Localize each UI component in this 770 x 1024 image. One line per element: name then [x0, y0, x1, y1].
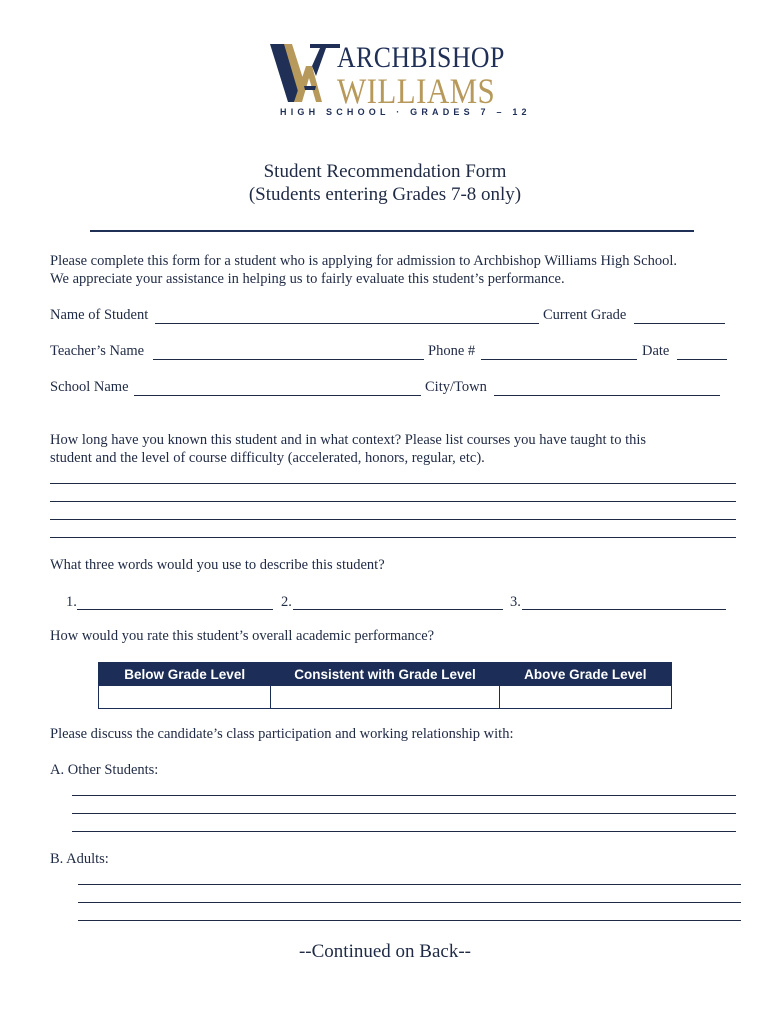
city-town-label: City/Town [425, 379, 487, 395]
consistent-grade-header: Consistent with Grade Level [271, 663, 499, 686]
city-town-field[interactable] [494, 395, 720, 396]
word-3-field[interactable] [522, 609, 726, 610]
consistent-grade-cell[interactable] [271, 686, 499, 709]
q2-label-1: 1. [66, 594, 77, 610]
date-field[interactable] [677, 359, 727, 360]
below-grade-cell[interactable] [99, 686, 271, 709]
form-title: Student Recommendation Form [263, 161, 507, 182]
school-name-field[interactable] [134, 395, 421, 396]
adults-label: B. Adults: [50, 851, 109, 867]
logo-tagline: HIGH SCHOOL · GRADES 7 – 12 [280, 107, 531, 117]
q1-answer-line[interactable] [50, 519, 736, 520]
word-2-field[interactable] [293, 609, 503, 610]
other-students-answer-line[interactable] [72, 813, 736, 814]
adults-answer-line[interactable] [78, 902, 741, 903]
other-students-answer-line[interactable] [72, 831, 736, 832]
title-divider [90, 230, 694, 232]
below-grade-header: Below Grade Level [99, 663, 271, 686]
adults-answer-line[interactable] [78, 920, 741, 921]
q3-text: How would you rate this student’s overall academic performance? [50, 628, 435, 644]
q4-text: Please discuss the candidate’s class participation and working relationship with: [50, 726, 514, 742]
phone-field[interactable] [481, 359, 637, 360]
rating-table [98, 662, 672, 709]
name-of-student-label: Name of Student [50, 307, 149, 323]
school-name-label: School Name [50, 379, 129, 395]
intro-line-1: Please complete this form for a student who is applying for admission to Archbishop Williams High School. [50, 253, 678, 269]
q2-text: What three words would you use to describe this student? [50, 557, 385, 573]
form-subtitle: (Students entering Grades 7-8 only) [248, 184, 522, 205]
current-grade-field[interactable] [634, 323, 725, 324]
above-grade-cell[interactable] [499, 686, 671, 709]
intro-line-2: We appreciate your assistance in helping us to fairly evaluate this student’s performance. [50, 271, 565, 287]
current-grade-label: Current Grade [543, 307, 627, 323]
adults-answer-line[interactable] [78, 884, 741, 885]
q1-line-1: How long have you known this student and in what context? Please list courses you have taught to this [50, 432, 647, 448]
continued-on-back: --Continued on Back-- [298, 941, 471, 962]
other-students-label: A. Other Students: [50, 762, 159, 778]
other-students-answer-line[interactable] [72, 795, 736, 796]
teachers-name-label: Teacher’s Name [50, 343, 145, 359]
logo-williams-text: WILLIAMS [337, 71, 496, 111]
q2-label-3: 3. [510, 594, 521, 610]
q1-line-2: student and the level of course difficulty (accelerated, honors, regular, etc). [50, 450, 485, 466]
rating-answer-row [99, 686, 672, 709]
rating-header-row [99, 663, 672, 686]
q1-answer-line[interactable] [50, 537, 736, 538]
q2-label-2: 2. [281, 594, 292, 610]
phone-label: Phone # [428, 343, 476, 359]
date-label: Date [642, 343, 670, 359]
word-1-field[interactable] [77, 609, 273, 610]
q1-answer-line[interactable] [50, 483, 736, 484]
above-grade-header: Above Grade Level [499, 663, 671, 686]
teachers-name-field[interactable] [153, 359, 424, 360]
logo-archbishop-text: ARCHBISHOP [337, 41, 505, 74]
aw-monogram-icon [270, 42, 340, 104]
name-of-student-field[interactable] [155, 323, 539, 324]
q1-answer-line[interactable] [50, 501, 736, 502]
